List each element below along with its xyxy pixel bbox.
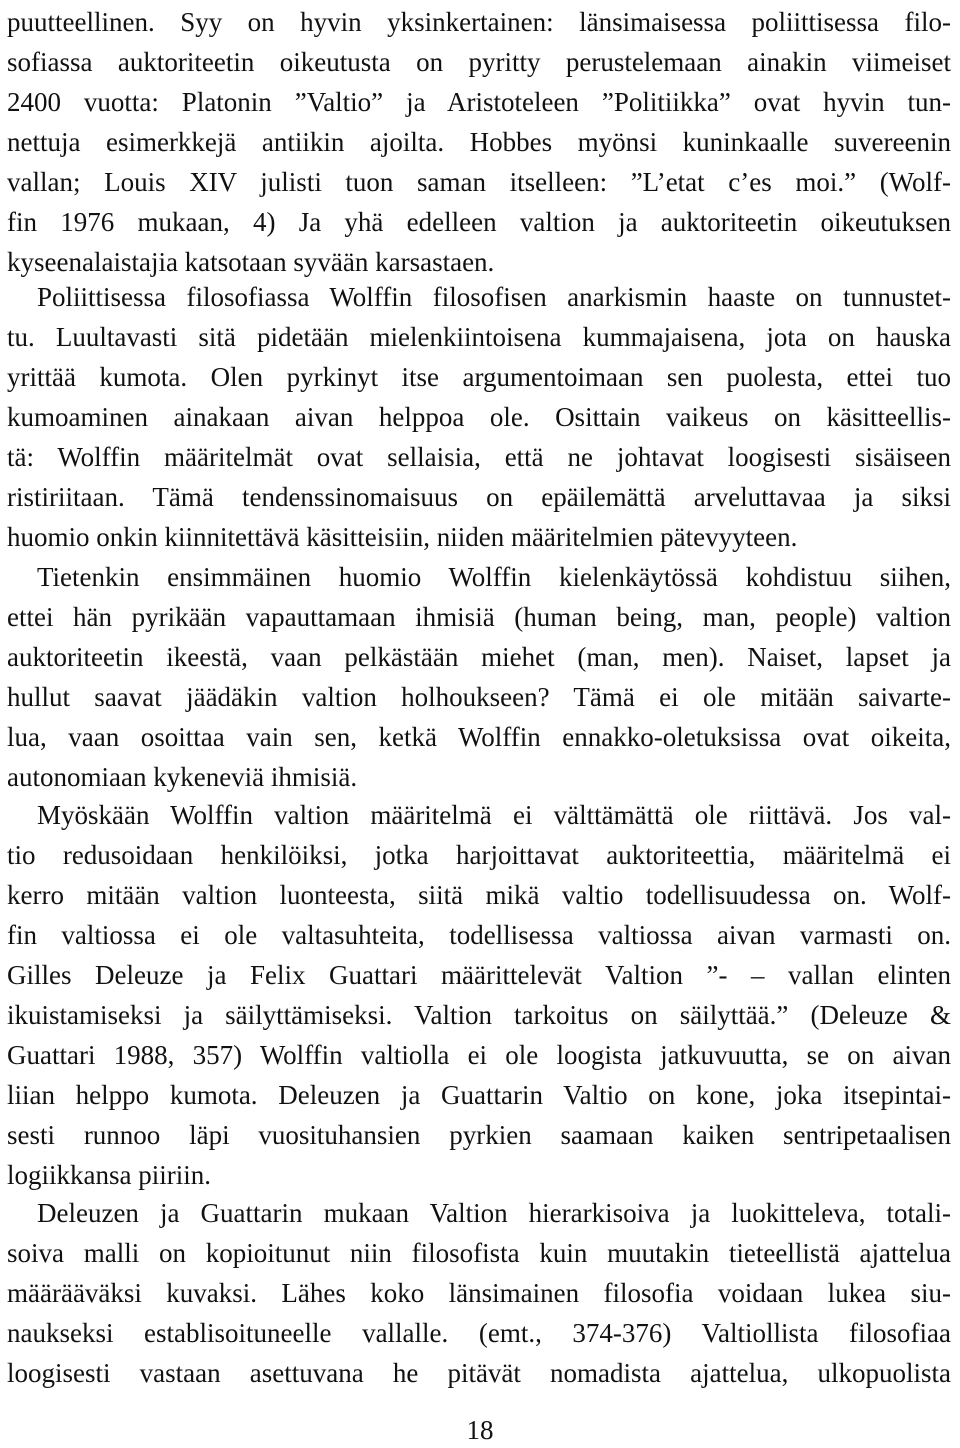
text-line: Deleuzen ja Guattarin mukaan Valtion hierarkisoiva ja luokitteleva, totali- — [37, 1198, 951, 1228]
text-line: Tietenkin ensimmäinen huomio Wolffin kielenkäytössä kohdistuu siihen, — [37, 562, 951, 592]
text-line: Gilles Deleuze ja Felix Guattari määrittelevät Valtion ”- – vallan elinten — [7, 960, 951, 990]
text-line: Poliittisessa filosofiassa Wolffin filosofisen anarkismin haaste on tunnustet- — [37, 282, 951, 312]
text-line: tu. Luultavasti sitä pidetään mielenkiintoisena kummajaisena, jota on hauska — [7, 322, 951, 352]
text-line: puutteellinen. Syy on hyvin yksinkertainen: länsimaisessa poliittisessa filo- — [7, 7, 951, 37]
text-line: fin valtiossa ei ole valtasuhteita, todellisessa valtiossa aivan varmasti on. — [7, 920, 951, 950]
text-line: hullut saavat jäädäkin valtion holhoukseen? Tämä ei ole mitään saivarte- — [7, 682, 951, 712]
text-line: autonomiaan kykeneviä ihmisiä. — [7, 762, 358, 792]
text-line: ettei hän pyrikään vapauttamaan ihmisiä (human being, man, people) valtion — [7, 602, 951, 632]
text-line: loogisesti vastaan asettuvana he pitävät nomadista ajattelua, ulkopuolista — [7, 1358, 951, 1388]
text-line: määrääväksi kuvaksi. Lähes koko länsimainen filosofia voidaan lukea siu- — [7, 1278, 951, 1308]
text-line: vallan; Louis XIV julisti tuon saman itselleen: ”L’etat c’es moi.” (Wolf- — [7, 167, 951, 197]
text-line: kumoaminen ainakaan aivan helppoa ole. Osittain vaikeus on käsitteellis- — [7, 402, 951, 432]
text-line: huomio onkin kiinnitettävä käsitteisiin, niiden määritelmien pätevyyteen. — [7, 522, 798, 552]
text-line: fin 1976 mukaan, 4) Ja yhä edelleen valtion ja auktoriteetin oikeutuksen — [7, 207, 951, 237]
page-number: 18 — [466, 1415, 494, 1445]
text-line: ikuistamiseksi ja säilyttämiseksi. Valtion tarkoitus on säilyttää.” (Deleuze & — [7, 1000, 951, 1030]
text-line: sofiassa auktoriteetin oikeutusta on pyritty perustelemaan ainakin viimeiset — [7, 47, 951, 77]
text-line: Myöskään Wolffin valtion määritelmä ei välttämättä ole riittävä. Jos val- — [37, 800, 951, 830]
text-line: nettuja esimerkkejä antiikin ajoilta. Hobbes myönsi kuninkaalle suvereenin — [7, 127, 951, 157]
text-line: 2400 vuotta: Platonin ”Valtio” ja Aristoteleen ”Politiikka” ovat hyvin tun- — [7, 87, 951, 117]
text-line: kyseenalaistajia katsotaan syvään karsastaen. — [7, 247, 495, 277]
text-line: ristiriitaan. Tämä tendenssinomaisuus on epäilemättä arveluttavaa ja siksi — [7, 482, 951, 512]
text-line: auktoriteetin ikeestä, vaan pelkästään miehet (man, men). Naiset, lapset ja — [7, 642, 951, 672]
text-line: lua, vaan osoittaa vain sen, ketkä Wolffin ennakko-oletuksissa ovat oikeita, — [7, 722, 951, 752]
text-line: sesti runnoo läpi vuosituhansien pyrkien saamaan kaiken sentripetaalisen — [7, 1120, 951, 1150]
text-line: soiva malli on kopioitunut niin filosofista kuin muutakin tieteellistä ajattelua — [7, 1238, 951, 1268]
text-line: kerro mitään valtion luonteesta, siitä mikä valtio todellisuudessa on. Wolf- — [7, 880, 951, 910]
text-line: logiikkansa piiriin. — [7, 1160, 211, 1190]
text-line: liian helppo kumota. Deleuzen ja Guattarin Valtio on kone, joka itsepintai- — [7, 1080, 951, 1110]
text-line: tä: Wolffin määritelmät ovat sellaisia, että ne johtavat loogisesti sisäiseen — [7, 442, 951, 472]
text-line: yrittää kumota. Olen pyrkinyt itse argumentoimaan sen puolesta, ettei tuo — [7, 362, 951, 392]
text-line: naukseksi establisoituneelle vallalle. (emt., 374-376) Valtiollista filosofiaa — [7, 1318, 951, 1348]
text-line: tio redusoidaan henkilöiksi, jotka harjoittavat auktoriteettia, määritelmä ei — [7, 840, 951, 870]
text-line: Guattari 1988, 357) Wolffin valtiolla ei ole loogista jatkuvuutta, se on aivan — [7, 1040, 951, 1070]
